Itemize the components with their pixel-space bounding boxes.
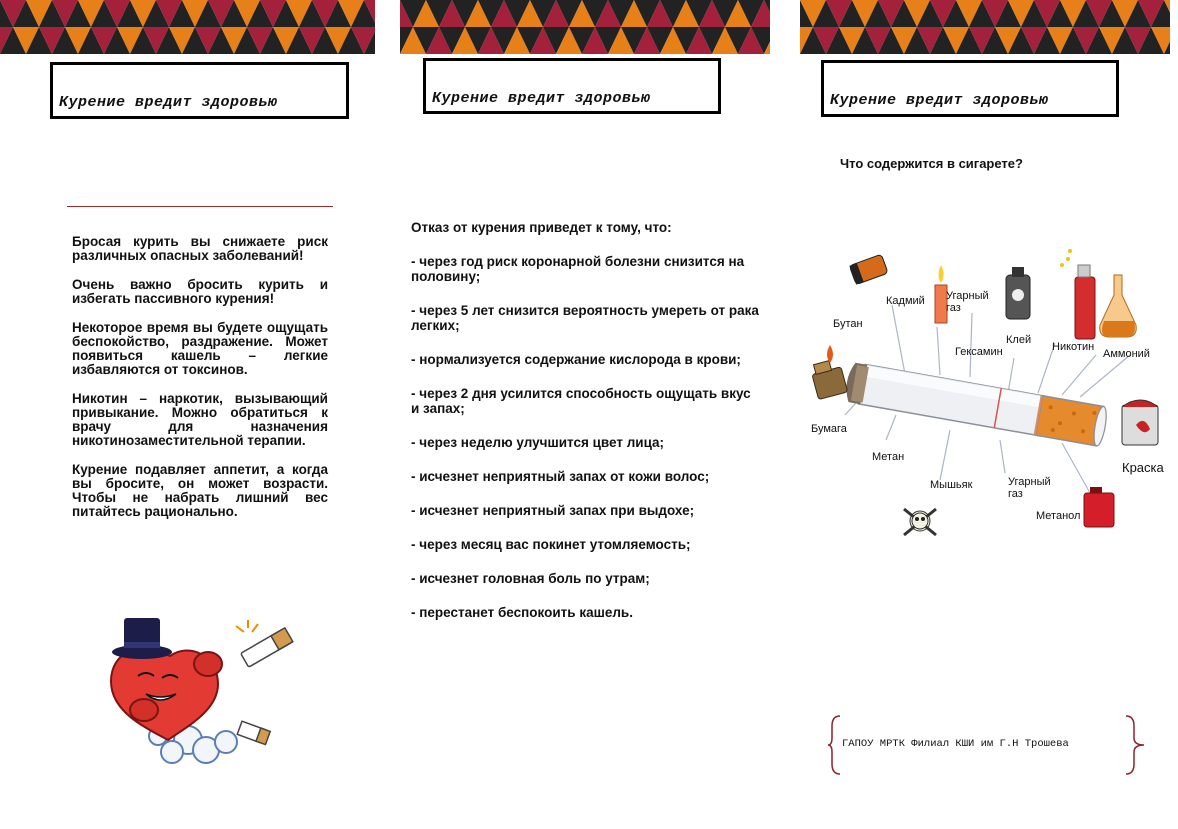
panel1-paragraph-3: Некоторое время вы будете ощущать беспокойство, раздражение. Может появиться кашель – легкие избавляются от токсинов. bbox=[72, 320, 328, 377]
panel3-title: Курение вредит здоровью bbox=[830, 92, 1049, 109]
benefit-item: - через 5 лет снизится вероятность умереть от рака легких; bbox=[411, 303, 759, 333]
smoking-heart-icon bbox=[98, 612, 308, 770]
cigarette-diagram bbox=[800, 225, 1170, 545]
label-bumaga: Бумага bbox=[811, 423, 847, 435]
footer-brace-right bbox=[1124, 714, 1146, 776]
panel1-paragraph-1: Бросая курить вы снижаете риск различных опасных заболеваний! bbox=[72, 234, 328, 263]
benefit-item: - через неделю улучшится цвет лица; bbox=[411, 435, 665, 450]
benefit-item: - через год риск коронарной болезни снизится на половину; bbox=[411, 254, 745, 284]
label-kadmiy: Кадмий bbox=[886, 295, 925, 307]
label-ugarny-gaz-1: Угарный газ bbox=[946, 290, 989, 314]
benefit-item: - нормализуется содержание кислорода в крови; bbox=[411, 352, 741, 367]
benefit-item: - исчезнет неприятный запах от кожи волос; bbox=[411, 469, 710, 484]
panel2-title-box bbox=[423, 58, 721, 114]
label-myshyak: Мышьяк bbox=[930, 479, 973, 491]
panel2-intro: Отказ от курения приведет к тому, что: bbox=[411, 220, 672, 235]
panel2-title: Курение вредит здоровью bbox=[432, 90, 651, 107]
panel3-title-box bbox=[821, 60, 1119, 117]
benefit-item: - перестанет беспокоить кашель. bbox=[411, 605, 633, 620]
benefit-item: - через 2 дня усилится способность ощущать вкус и запах; bbox=[411, 386, 751, 416]
panel1-paragraph-4: Никотин – наркотик, вызывающий привыкание. Можно обратиться к врачу для назначения никотинозаместительной терапии. bbox=[72, 391, 328, 448]
label-metanol: Метанол bbox=[1036, 510, 1081, 522]
label-nikotin: Никотин bbox=[1052, 341, 1095, 353]
label-ugarny-gaz-2: Угарный газ bbox=[1008, 476, 1051, 500]
label-ammoniy: Аммоний bbox=[1103, 348, 1150, 360]
decorative-border-right bbox=[800, 0, 1170, 54]
panel1-divider bbox=[67, 206, 333, 207]
panel1-paragraph-5: Курение подавляет аппетит, а когда вы бросите, он может возрасти. Чтобы не набрать лишний вес питайтесь рационально. bbox=[72, 462, 328, 519]
label-kley: Клей bbox=[1006, 334, 1032, 346]
label-geksamin: Гексамин bbox=[955, 346, 1003, 358]
label-butan: Бутан bbox=[833, 318, 863, 330]
panel1-title: Курение вредит здоровью bbox=[59, 94, 278, 111]
label-metan: Метан bbox=[872, 451, 905, 463]
benefit-item: - исчезнет неприятный запах при выдохе; bbox=[411, 503, 695, 518]
panel1-title-box bbox=[50, 62, 349, 119]
decorative-border-left bbox=[0, 0, 375, 54]
panel1-text bbox=[72, 235, 328, 534]
label-kraska: Краска bbox=[1122, 460, 1164, 475]
decorative-border-middle bbox=[400, 0, 770, 54]
benefit-item: - через месяц вас покинет утомляемость; bbox=[411, 537, 691, 552]
footer-text: ГАПОУ МРТК Филиал КШИ им Г.Н Трошева bbox=[842, 738, 1069, 750]
footer-brace-left bbox=[828, 714, 842, 776]
benefit-item: - исчезнет головная боль по утрам; bbox=[411, 571, 650, 586]
panel3-question: Что содержится в сигарете? bbox=[840, 156, 1023, 171]
panel1-paragraph-2: Очень важно бросить курить и избегать пассивного курения! bbox=[72, 277, 328, 306]
panel2-list bbox=[411, 220, 761, 639]
